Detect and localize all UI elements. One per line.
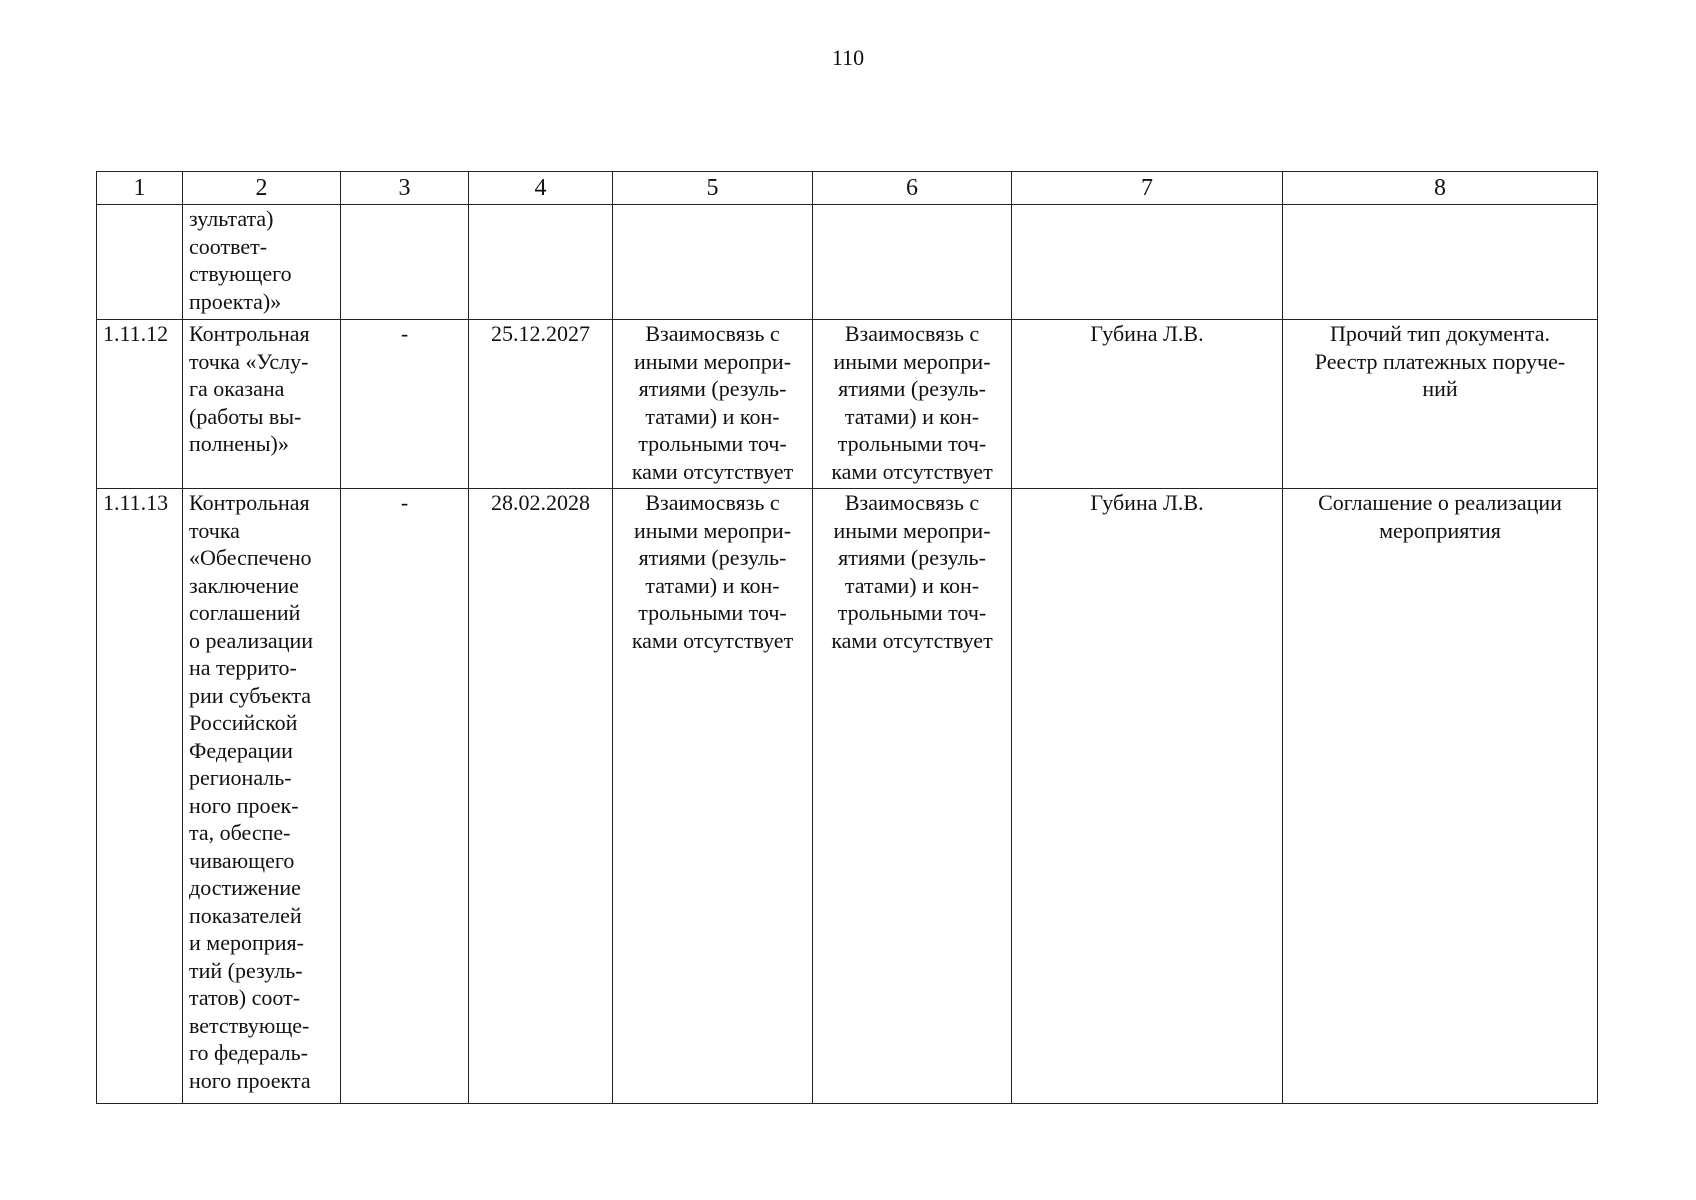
table-row xyxy=(97,489,1598,1104)
column-header: 5 xyxy=(613,172,813,205)
relation-cell: Взаимосвязь с иными меропри- ятиями (резуль- татами) и кон- трольными точ- ками отсутствует xyxy=(813,489,1012,1104)
document-type-cell: Соглашение о реализации мероприятия xyxy=(1283,489,1598,1104)
column-header: 1 xyxy=(97,172,183,205)
column-header: 6 xyxy=(813,172,1012,205)
relation-cell: Взаимосвязь с иными меропри- ятиями (резуль- татами) и кон- трольными точ- ками отсутствует xyxy=(613,320,813,489)
table-row xyxy=(97,205,1598,320)
column-header: 2 xyxy=(183,172,341,205)
predecessor-cell xyxy=(341,205,469,320)
deadline-cell xyxy=(469,205,613,320)
relation-cell xyxy=(813,205,1012,320)
deadline-cell: 28.02.2028 xyxy=(469,489,613,1104)
control-points-table xyxy=(96,171,1598,1104)
predecessor-cell: - xyxy=(341,320,469,489)
table-header-row xyxy=(97,172,1598,205)
document-type-cell xyxy=(1283,205,1598,320)
deadline-cell: 25.12.2027 xyxy=(469,320,613,489)
responsible-cell: Губина Л.В. xyxy=(1012,489,1283,1104)
relation-cell: Взаимосвязь с иными меропри- ятиями (резуль- татами) и кон- трольными точ- ками отсутствует xyxy=(613,489,813,1104)
control-point-name: зультата) соответ- ствующего проекта)» xyxy=(183,205,341,320)
column-header: 3 xyxy=(341,172,469,205)
responsible-cell: Губина Л.В. xyxy=(1012,320,1283,489)
row-number: 1.11.13 xyxy=(97,489,183,1104)
responsible-cell xyxy=(1012,205,1283,320)
column-header: 8 xyxy=(1283,172,1598,205)
page-number: 110 xyxy=(831,45,865,70)
table-row xyxy=(97,320,1598,489)
relation-cell: Взаимосвязь с иными меропри- ятиями (резуль- татами) и кон- трольными точ- ками отсутствует xyxy=(813,320,1012,489)
row-number xyxy=(97,205,183,320)
control-point-name: Контрольная точка «Услу- га оказана (работы вы- полнены)» xyxy=(183,320,341,489)
document-type-cell: Прочий тип документа. Реестр платежных поруче- ний xyxy=(1283,320,1598,489)
control-point-name: Контрольная точка «Обеспечено заключение соглашений о реализации на террито- рии субъекта Российской Федерации региональ- ного проек- та, обеспе- чивающего достижение показателей и мероприя- тий (резуль- татов) соот- ветствующе- го федераль- ного проекта xyxy=(183,489,341,1104)
predecessor-cell: - xyxy=(341,489,469,1104)
relation-cell xyxy=(613,205,813,320)
column-header: 4 xyxy=(469,172,613,205)
row-number: 1.11.12 xyxy=(97,320,183,489)
column-header: 7 xyxy=(1012,172,1283,205)
